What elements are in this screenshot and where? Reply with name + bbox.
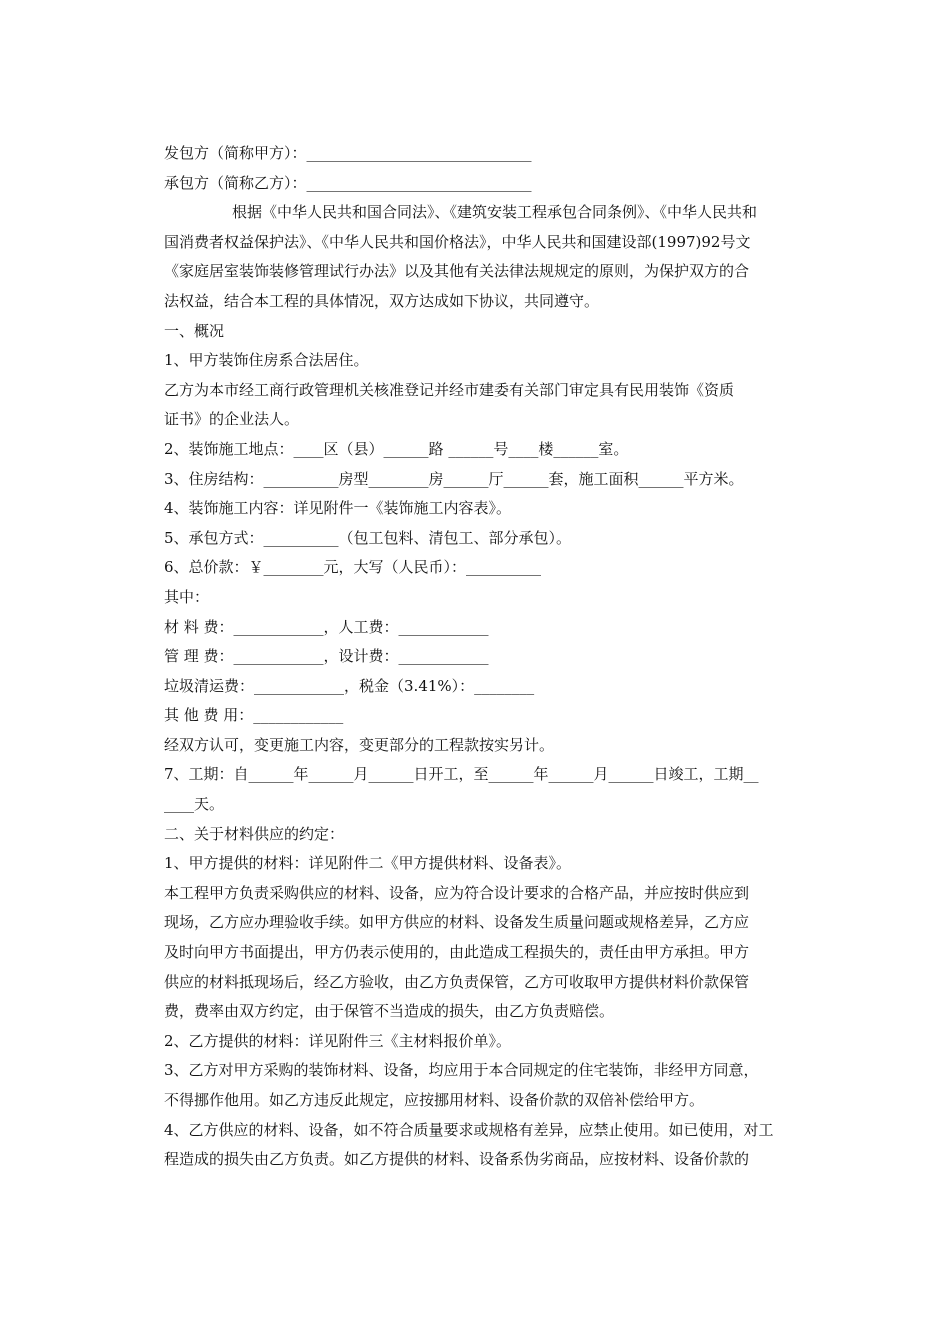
clause-line: 经双方认可，变更施工内容，变更部分的工程款按实另计。 [164, 735, 555, 754]
party-a-line: 发包方（简称甲方）：______________________________ [164, 144, 532, 162]
clause-line: 4、装饰施工内容：详见附件一《装饰施工内容表》。 [164, 499, 512, 518]
fee-line: 其 他 费 用：____________ [164, 706, 344, 725]
clause-line: 1、甲方装饰住房系合法居住。 [164, 351, 369, 370]
clause-line: 本工程甲方负责采购供应的材料、设备，应为符合设计要求的合格产品，并应按时供应到 [164, 883, 750, 902]
fee-line: 其中： [164, 587, 210, 606]
clause-line: 供应的材料抵现场后，经乙方验收，由乙方负责保管，乙方可收取甲方提供材料价款保管 [164, 972, 750, 991]
clause-line: 程造成的损失由乙方负责。如乙方提供的材料、设备系伪劣商品，应按材料、设备价款的 [164, 1150, 750, 1169]
preamble-line: 国消费者权益保护法》、《中华人民共和国价格法》，中华人民共和国建设部(1997)92号文 [164, 232, 751, 251]
clause-line: 5、承包方式：__________（包工包料、清包工、部分承包）。 [164, 528, 572, 547]
clause-line: 7、工期：自______年______月______日开工，至______年______月______日竣工，工期__ [164, 765, 759, 784]
clause-line: 2、乙方提供的材料：详见附件三《主材料报价单》。 [164, 1031, 512, 1050]
clause-line: 3、乙方对甲方采购的装饰材料、设备，均应用于本合同规定的住宅装饰，非经甲方同意， [164, 1061, 759, 1080]
clause-line: 3、住房结构：__________房型________房______厅______套，施工面积______平方米。 [164, 469, 744, 488]
section-heading-overview: 一、概况 [164, 321, 225, 340]
section-heading-materials: 二、关于材料供应的约定： [164, 824, 345, 843]
clause-line: 6、总价款：￥________元，大写（人民币）：__________ [164, 558, 542, 577]
fee-line: 垃圾清运费：____________，税金（3.41%）：________ [164, 676, 535, 695]
preamble-line: 《家庭居室装饰装修管理试行办法》以及其他有关法律法规规定的原则，为保护双方的合 [164, 262, 750, 281]
clause-line: ____天。 [164, 795, 225, 814]
clause-line: 现场，乙方应办理验收手续。如甲方供应的材料、设备发生质量问题或规格差异，乙方应 [164, 913, 750, 932]
clause-line: 2、装饰施工地点：____区（县）______路 ______号____楼______室。 [164, 439, 629, 458]
preamble-line: 根据《中华人民共和国合同法》、《建筑安装工程承包合同条例》、《中华人民共和 [232, 203, 758, 222]
clause-line: 1、甲方提供的材料：详见附件二《甲方提供材料、设备表》。 [164, 854, 572, 873]
clause-line: 乙方为本市经工商行政管理机关核准登记并经市建委有关部门审定具有民用装饰《资质 [164, 380, 735, 399]
contract-page [164, 139, 808, 1175]
clause-line: 4、乙方供应的材料、设备，如不符合质量要求或规格有差异，应禁止使用。如已使用，对工 [164, 1120, 774, 1139]
clause-line: 证书》的企业法人。 [164, 410, 300, 429]
clause-line: 及时向甲方书面提出，甲方仍表示使用的，由此造成工程损失的，责任由甲方承担。甲方 [164, 943, 750, 962]
party-b-line: 承包方（简称乙方）：______________________________ [164, 173, 532, 192]
fee-line: 材 料 费：____________，人工费：____________ [164, 617, 489, 636]
clause-line: 不得挪作他用。如乙方违反此规定，应按挪用材料、设备价款的双倍补偿给甲方。 [164, 1091, 705, 1109]
fee-line: 管 理 费：____________，设计费：____________ [164, 647, 489, 666]
preamble-line: 法权益，结合本工程的具体情况，双方达成如下协议，共同遵守。 [164, 291, 600, 310]
clause-line: 费，费率由双方约定，由于保管不当造成的损失，由乙方负责赔偿。 [164, 1002, 615, 1021]
